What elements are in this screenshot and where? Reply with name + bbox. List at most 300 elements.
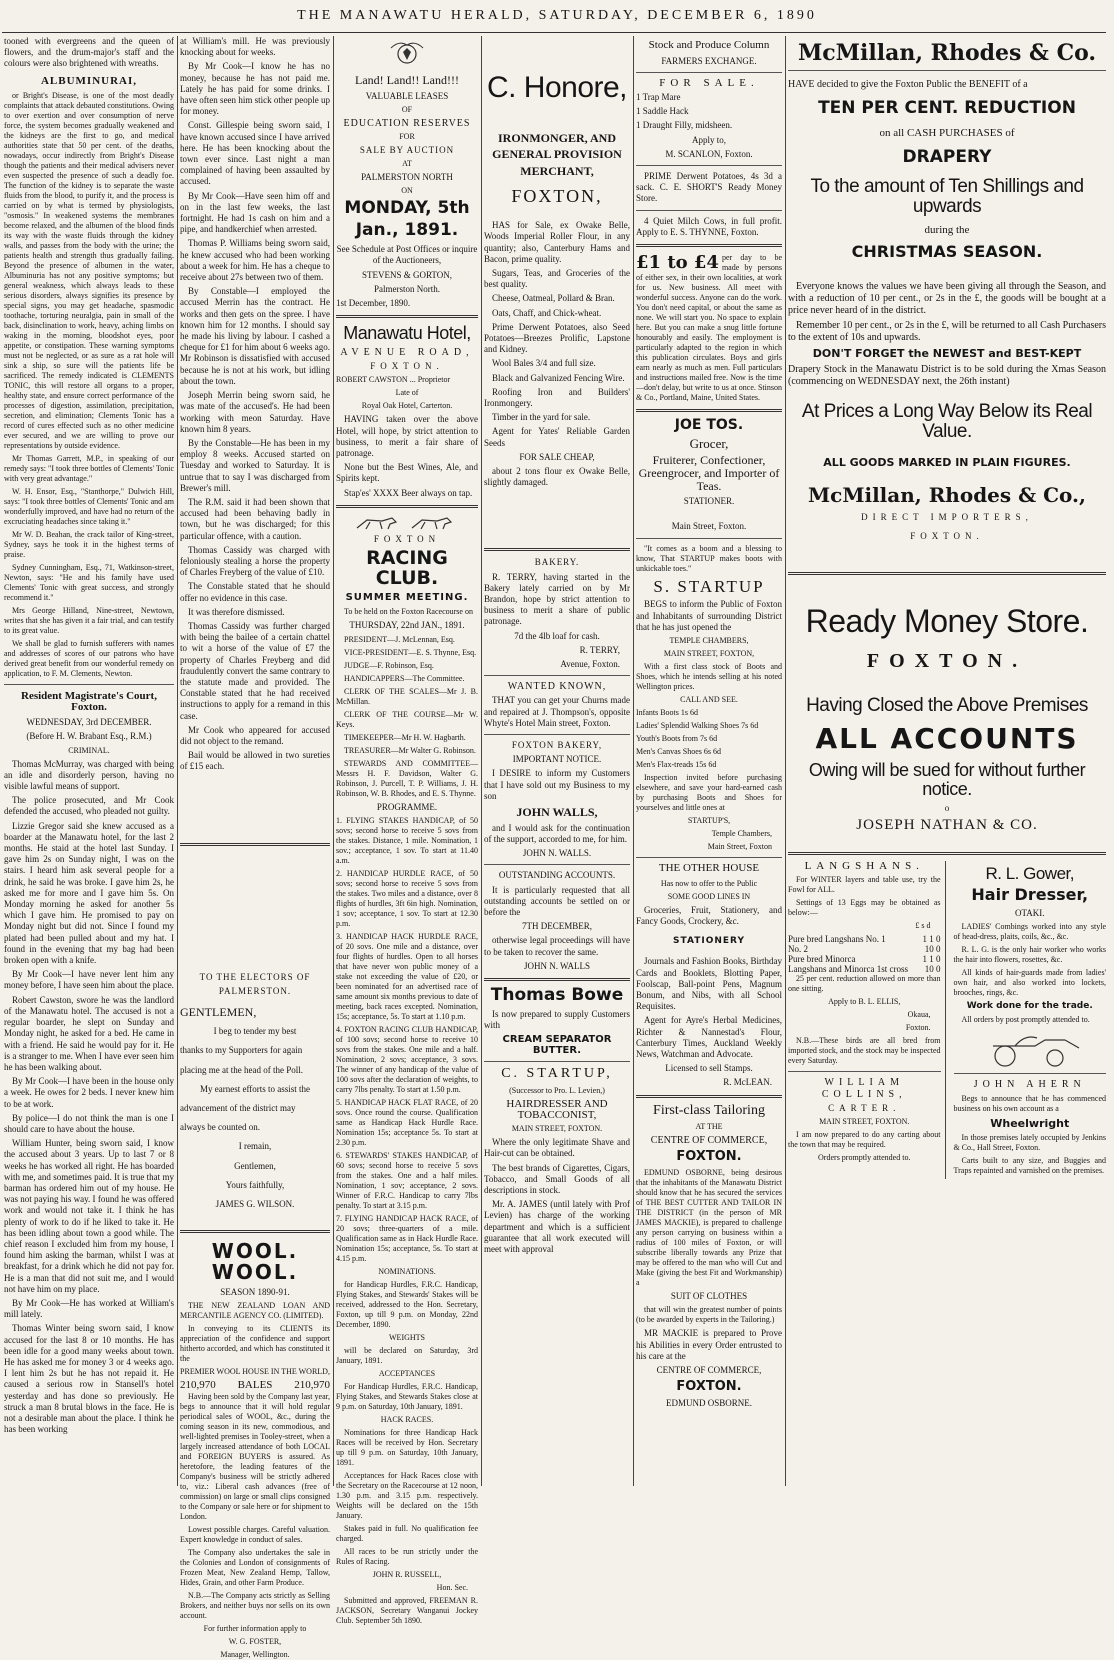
startup-trade: HAIRDRESSER AND TOBACCONIST, (506, 1097, 608, 1122)
s-startup-text: Temple Chambers, (711, 828, 772, 838)
court-text: William Hunter, being sworn said, I know the accused about 3 years. Up to last 7 or 8 weeks he has worked all right. He has boarded with me, and sometimes paid. It is true that my barman has ordered him out of my house. He was not paying his way. I found he was offered work and would not take it. I think he has plenty of work to do if he liked to take it. He has been idling about town a good while. The chief reason I excluded him from my house, I found him asking the barman, whilst I was at breakfast, for a drink which he did not pay for. He is a man that did not suit me, and I would not have him on my place. (4, 1138, 174, 1294)
court-text: Bail would be allowed in two sureties of £15 each. (180, 750, 330, 772)
race-meeting: SUMMER MEETING. (345, 591, 469, 603)
divider (636, 409, 782, 412)
outstanding-text: otherwise legal proceedings will have to be taken to recover the same. (484, 935, 630, 957)
tailoring-signature: EDMUND OSBORNE. (665, 1397, 752, 1408)
wanted-text: THAT you can get your Churns made and repaired at J. Thompson's, opposite Whyte's Hotel Main street, Foxton. (484, 695, 630, 728)
hotel-heading: Manawatu Hotel, (343, 323, 471, 344)
ahern-text: Carts built to any size, and Buggies and Traps repainted and varnished on the premises. (953, 1156, 1106, 1176)
divider (788, 852, 1106, 855)
testimonial: Mr Thomas Garrett, M.P., in speaking of our remedy says: "I took three bottles of Clements' Tonic with very great advantage." (4, 453, 174, 483)
price-item: Men's Flax-treads 15s 6d (636, 759, 717, 769)
ready-money-text: Owing will be sued for without further notice. (808, 760, 1086, 800)
mcmillan-text: during the (924, 224, 970, 237)
acceptances-heading: ACCEPTANCES (378, 1368, 436, 1378)
joe-tos-address: Main Street, Foxton. (671, 521, 747, 532)
hack-races-heading: HACK RACES. (380, 1414, 434, 1424)
wool-signature: Manager, Wellington. (220, 1649, 290, 1659)
court-text: By Mr Cook—I know he has no money, because he has not paid me. Lately he has paid for some drinks. I have often seen him stick other people up for money. (180, 61, 330, 117)
outstanding-signature: JOHN N. WALLS (523, 960, 591, 971)
langshans-price: 10 0 (924, 964, 941, 975)
court-heading: Resident Magistrate's Court, Foxton. (21, 689, 157, 714)
court-text: By Mr Cook—He has worked at William's mill lately. (4, 1297, 174, 1320)
langshans-price: 10 0 (924, 944, 941, 955)
bakery-heading: BAKERY. (534, 557, 580, 568)
ready-money-accounts: ALL ACCOUNTS (815, 721, 1079, 755)
court-text: By police—I do not think the man is one I should care to have about the house. (4, 1112, 174, 1134)
crest-icon (387, 38, 427, 70)
langshans-text: Okaua, (907, 1010, 931, 1020)
divider (336, 505, 478, 508)
divider (484, 734, 630, 735)
mcmillan-text: Remember 10 per cent., or 2s in the £, will be returned to all Cash Purchasers to the extent of 10s and upwards. (788, 320, 1106, 344)
election-text: always be counted on. (180, 1122, 260, 1133)
land-text: STEVENS & GORTON, (361, 269, 453, 280)
hotel-proprietor: ROBERT CAWSTON ... Proprietor (336, 375, 451, 385)
honore-line: MERCHANT, (520, 163, 594, 178)
land-text: EDUCATION RESERVES (343, 117, 471, 129)
bakery-signature: Avenue, Foxton. (560, 659, 620, 670)
boom-text: "It comes as a boom and a blessing to know, That STARTUP makes boots with unkickable toes." (636, 543, 782, 573)
mcmillan-prices: At Prices a Long Way Below its Real Value. (801, 400, 1093, 442)
court-text: Thomas Cassidy was charged with feloniously stealing a horse the property of Charles Freyberg of the value of £10. (180, 544, 330, 578)
joe-tos-heading: JOE TOS. (674, 416, 744, 433)
startup-text: MAIN STREET, FOXTON. (511, 1124, 603, 1134)
stationery-signature: R. McLEAN. (723, 1077, 772, 1088)
court-text: Thomas McMurray, was charged with being an idle and disorderly person, having no visible lawful means of support. (4, 758, 174, 792)
court-text: Thomas Winter being sworn said, I know accused for the last 8 or 10 months. He has been idle for a good many weeks about town. He has asked me for money 3 or 4 weeks ago. I lent him 2s but he has not repaid it. He caused a serious row in Stansell's hotel yesterday and has done so previously. He struck a man 8 brutal blows in the face. He is not a desirable man about the place. I think he has been working (4, 1323, 174, 1435)
race-official: TIMEKEEPER—Mr H. W. Hagbarth. (344, 732, 466, 742)
gower-town: OTAKI. (1014, 907, 1045, 918)
wool-signature: W. G. FOSTER, (228, 1636, 282, 1646)
programme-list (336, 816, 478, 1264)
collins-text: Orders promptly attended to. (818, 1152, 911, 1162)
bakery-signature: R. TERRY, (579, 644, 620, 655)
wool-premier: PREMIER WOOL HOUSE IN THE WORLD, (180, 1367, 330, 1377)
race-official: JUDGE—F. Robinson, Esq. (344, 660, 434, 670)
mcmillan-drapery: DRAPERY (902, 147, 992, 168)
land-text: AT (402, 159, 412, 169)
honore-text: Roofing Iron and Builders' Ironmongery. (484, 386, 630, 409)
gower-text: LADIES' Combings worked into any style of head-dress, plaits, coils, &c., &c. (953, 921, 1106, 941)
race-officials (336, 635, 478, 799)
outstanding-heading: OUTSTANDING ACCOUNTS. (498, 870, 616, 881)
foxton-bakery-notice: IMPORTANT NOTICE. (512, 754, 602, 765)
ready-money-text: Having Closed the Above Premises (806, 695, 1088, 717)
startup-text: Where the only legitimate Shave and Hair-cut can be obtained. (484, 1137, 630, 1159)
bowe-text: Is now prepared to supply Customers with (484, 1008, 630, 1030)
court-text: Thomas Cassidy was further charged with being the bailee of a certain chattel to wit a horse of the value of £7 the property of Charles Freyberg and did fraudulently convert the same contrary to the statute made and provided. The Constable stated that he had received instructions to apply for a remand in this case. (180, 620, 330, 721)
honore-text: Prime Derwent Potatoes, also Seed Potatoes—Breezes Prolific, Lapstone and Kidney. (484, 321, 630, 355)
joe-tos-trade: Fruiterer, Confectioner, Greengrocer, and Importer of Teas. (638, 453, 780, 493)
race-signature: Hon. Sec. (436, 1582, 468, 1592)
honore-text: Sugars, Teas, and Groceries of the best quality. (484, 267, 630, 290)
hotel-text: Late of (395, 388, 419, 398)
foxton-bakery-son: JOHN WALLS, (516, 805, 598, 820)
stationery-heading: STATIONERY (673, 935, 745, 946)
testimonial: Mrs George Hilland, Nine-street, Newtown, writes that she has given it a fair trial, and can testify to its great value. (4, 605, 174, 635)
foxton-bakery-text: and I would ask for the continuation of the support, accorded to me, for him. (484, 822, 630, 844)
programme-item: 4. FOXTON RACING CLUB HANDICAP, of 100 sovs; second horse to receive 10 sovs from the stakes. One mile and a half. Nomination, 2 sovs; acceptance, 3 sovs. The winner of any handicap of the value of 100 sovs after the declaration of weights, to carry 7lbs penalty. To start at 1.50 p.m. (336, 1024, 478, 1094)
earnings-heading: £1 to £4 (636, 251, 719, 273)
gower-text: R. L. G. is the only hair worker who works the hair into flowers, rosettes, &c. (953, 944, 1106, 964)
programme-item: 2. HANDICAP HURDLE RACE, of 50 sovs; second horse to receive 5 sovs from the stakes. Two miles and a distance, over 8 flights of hurdles, 3ft 6in high. Nomination, 1 sov; acceptance, 1 sov. To start at 12.30 p.m. (336, 868, 478, 928)
divider (636, 244, 782, 247)
hotel-text: Royal Oak Hotel, Carterton. (361, 401, 453, 411)
outstanding-date: 7TH DECEMBER, (521, 921, 592, 932)
race-official: CLERK OF THE COURSE—Mr W. Keys. (336, 709, 478, 729)
race-text: Nominations for three Handicap Hack Races will be received by Hon. Secretary up till 9 p.m. on Saturday, 10th January, 1891. (336, 1427, 478, 1467)
other-house-heading: THE OTHER HOUSE (658, 861, 760, 874)
mcmillan-text: Everyone knows the values we have been giving all through the Season, and with a reduction of 10 per cent., or 2s in the £, the goods will be bought at a price never heard of in the district. (788, 281, 1106, 317)
gower-text: All orders by post promptly attended to. (961, 1015, 1090, 1025)
for-sale-text: Apply to, (691, 134, 726, 145)
election-text: advancement of the district may (180, 1103, 296, 1114)
weights-heading: WEIGHTS (389, 1332, 425, 1342)
wanted-heading: WANTED KNOWN, (507, 681, 607, 693)
langshans-row (788, 934, 941, 944)
ready-money-ornament: o (944, 803, 950, 814)
albuminuria-ad (4, 91, 174, 679)
land-text: 1st December, 1890. (336, 297, 411, 308)
election-place: PALMERSTON. (218, 985, 292, 996)
honore-text: Black and Galvanized Fencing Wire. (492, 372, 625, 383)
honore-text: Oats, Chaff, and Chick-wheat. (492, 307, 602, 318)
court-text: The Constable stated that he should offer no evidence in this case. (180, 581, 330, 603)
race-text: For Handicap Hurdles, F.R.C. Handicap, Flying Stakes, and Stewards Stakes close at 9 p.m. on Saturday, 10th January, 1891. (336, 1381, 478, 1411)
tailoring-text: CENTRE OF COMMERCE, (650, 1135, 768, 1147)
price-item: Men's Canvas Shoes 6s 6d (636, 746, 721, 756)
article-continuation: tooned with evergreens and the queen of flowers, and the drum-major's staff and the colours were also brightened with wreaths. (4, 36, 174, 69)
election-text: Gentlemen, (234, 1160, 276, 1171)
price-item: Youth's Boots from 7s 6d (636, 733, 718, 743)
race-text: for Handicap Hurdles, F.R.C. Handicap, Flying Stakes, and Stewards' Stakes will be received, addressed to the Hon. Secretary, Foxton, up till 9 p.m. on Monday, 22nd December, 1890. (336, 1279, 478, 1329)
divider (484, 864, 630, 865)
gower-heading: R. L. Gower, (985, 864, 1074, 884)
blank-space (180, 852, 330, 972)
court-text: Thomas P. Williams being sworn said, he knew accused who had been working about a week for him. He has a cheque to receive about 27s between two of them. (180, 238, 330, 283)
s-startup-details (636, 662, 782, 852)
land-heading: Land! Land!! Land!!! (355, 73, 459, 87)
langshans-ad (788, 861, 946, 1179)
race-text: Acceptances for Hack Races close with the Secretary on the Racecourse at 12 noon, 1.30 p.m. and 3.15 p.m. respectively. Weights will be declared on the 15th January. (336, 1470, 478, 1520)
honore-line: GENERAL PROVISION (492, 147, 622, 162)
wool-bales-line (180, 1380, 330, 1391)
mcmillan-importers: DIRECT IMPORTERS, (861, 512, 1033, 523)
court-text: Mr Cook who appeared for accused did not object to the remand. (180, 724, 330, 746)
race-text: All races to be run strictly under the Rules of Racing. (336, 1546, 478, 1566)
foxton-bakery-text: I DESIRE to inform my Customers that I have sold out my Business to my son (484, 768, 630, 801)
mcmillan-text: Drapery Stock in the Manawatu District is to be sold during the Xmas Season (commencing on WEDNESDAY next, the 26th instant) (788, 363, 1106, 387)
mcmillan-heading: McMillan, Rhodes & Co. (797, 40, 1097, 66)
honore-text: HAS for Sale, ex Owake Belle, Woods Imperial Roller Flour, in any quantity; also, Canterbury Hams and Bacon, prime quality. (484, 220, 630, 264)
court-date: WEDNESDAY, 3rd DECEMBER. (26, 717, 152, 728)
race-signature: JOHN R. RUSSELL, (372, 1569, 442, 1579)
langshans-text: Foxton. (905, 1023, 931, 1033)
stock-subheading: FARMERS EXCHANGE. (661, 55, 757, 66)
election-text: placing me at the head of the Poll. (180, 1064, 303, 1075)
mcmillan-text: on all CASH PURCHASES of (879, 127, 1015, 140)
nominations-heading: NOMINATIONS. (378, 1266, 436, 1276)
land-text: VALUABLE LEASES (365, 90, 449, 101)
gower-ad (954, 861, 1107, 1179)
bowe-butter: CREAM SEPARATOR BUTTER. (502, 1034, 612, 1056)
programme-item: 5. HANDICAP HACK FLAT RACE, of 20 sovs. Once round the course. Qualification same as Handicap Hack Hurdle Race. Nomination 15s; acceptance 5s. To start at 2.30 p.m. (336, 1097, 478, 1147)
langshans-item: Langshans and Minorca 1st cross (788, 964, 908, 975)
s-startup-text: With a first class stock of Boots and Shoes, which he intends selling at his noted Wellington prices. (636, 661, 782, 691)
honore-text: Agent for Yates' Reliable Garden Seeds (484, 426, 630, 448)
court-text: By Mr Cook—I have never lent him any money before, I have seen him about the place. (4, 969, 174, 991)
s-startup-text: Main Street, Foxton (707, 841, 772, 851)
ahern-text: Begs to announce that he has commenced business on his own account as a (953, 1093, 1106, 1113)
ready-money-signature: JOSEPH NATHAN & CO. (856, 817, 1038, 834)
divider (636, 210, 782, 211)
wool-text: Lowest possible charges. Careful valuation. Expert knowledge in conduct of sales. (180, 1524, 330, 1544)
s-startup-text: TEMPLE CHAMBERS, (669, 635, 749, 645)
langshans-text: N.B.—These birds are all bred from imported stock, and the stock may be inspected every Saturday. (788, 1036, 941, 1066)
wool-text: The Company also undertakes the sale in the Colonies and London of consignments of Frozen Meat, New Zealand Hemp, Tallow, Hides, Grain, and other Farm Produce. (180, 1547, 330, 1587)
court-text: Lizzie Gregor said she knew accused as a boarder at the Manawatu hotel, for the last 2 months. He staid at the hotel last Sunday. I gave him 2s on Sunday night, I was on the stairs. I heard him ask several people for a drink, he said he was broke. I gave him 2s, he asked me for more and I gave him 5s. On Monday morning he asked for another 5s which I gave him. He promised to pay on Monday night but did not. Since I found my plated had been pulled about and my hat. I found in the evening that my bag had been broken open with a knife. (4, 820, 174, 966)
divider (180, 843, 330, 846)
divider (484, 675, 630, 676)
race-club-heading: RACING CLUB. (366, 547, 448, 589)
court-text: Robert Cawston, swore he was the landlord of the Manawatu hotel. The accused is not a regular boarder, he slept on Sunday and Monday night, he asked for a bed. He came in with a friend. He said he would pay for it. He is a stranger to me. When I have ever seen him he has been walking about. (4, 994, 174, 1072)
column-rule (633, 36, 634, 1486)
for-sale-heading: FOR SALE. (659, 76, 759, 89)
race-official: STEWARDS AND COMMITTEE—Messrs H. F. Davidson, Walter G. Robinson, J. Purcell, T. P. Williams, J. H. Robinson, W. B. Rhodes, and E. S. Thynne. (336, 758, 478, 798)
court-text: By Constable—I employed the accused Merrin has the contract. He works and then gets on the spree. I have known him for 12 months. I should say he made his living by labour. I cashed a cheque for £1 for him about 6 weeks ago. Mr Robinson is dissatisfied with accused because he is not at his work, but idling about the town. (180, 286, 330, 386)
divider (636, 857, 782, 858)
column-5 (636, 36, 782, 1486)
s-startup-text: BEGS to inform the Public of Foxton and Inhabitants of surrounding District that he has just opened the (636, 599, 782, 632)
s-startup-text: MAIN STREET, FOXTON, (663, 648, 755, 658)
hotel-road: AVENUE ROAD, (340, 347, 474, 358)
s-startup-heading: S. STARTUP (653, 576, 765, 596)
race-official: HANDICAPPERS—The Committee. (344, 673, 465, 683)
wool-text: In conveying to its CLIENTS its appreciation of the confidence and support hitherto accorded, and which has constituted it the (180, 1324, 330, 1364)
land-text: Palmerston North. (374, 283, 440, 294)
cows-text: 4 Quiet Milch Cows, in full profit. Apply to E. S. THYNNE, Foxton. (636, 215, 782, 237)
programme-item: 6. STEWARDS' STAKES HANDICAP, of 60 sovs; second horse to receive 5 sovs from the stakes. One and a half miles. Nomination, 1 sov; acceptance, 2 sovs. Winner of F.R.C. Handicap to carry 7lbs penalty. To start at 3.15 p.m. (336, 1150, 478, 1210)
langshans-row (788, 944, 941, 954)
honore-text: Timber in the yard for sale. (492, 412, 591, 423)
collins-trade: CARTER. (828, 1102, 901, 1113)
other-house-text: Has now to offer to the Public (660, 878, 758, 888)
tailoring-text: AT THE (695, 1122, 723, 1132)
s-startup-text: Inspection invited before purchasing elsewhere, and save your hard-earned cash by purchasing Boots and Shoes for yourselves and little ones at (636, 772, 782, 812)
tailoring-town: FOXTON. (676, 1149, 742, 1165)
land-text: SALE BY AUCTION (359, 145, 455, 155)
s-startup-text: CALL AND SEE. (680, 694, 738, 704)
column-4 (484, 36, 630, 1486)
land-date: MONDAY, 5th (344, 198, 470, 219)
race-text: To be held on the Foxton Racecourse on (344, 607, 473, 617)
earnings-text: per day to be made by persons of either sex, in their own localities, at work for us. New business. All meet with wonderful success. Anyone can do the work. You don't need capital, or about the same as none. We will start you. No space to explain here. But you can make a snug little fortune honourably and easily. The employment is particularly adapted to the region in which this publication circulates. Boys and girls earn nearly as much as men. Full particulars and instructions mailed free. Now is the time—don't delay, but write to us at once. Stinson & Co., Portland, Maine, United States. (636, 252, 782, 402)
column-rule (333, 36, 334, 1486)
stationery-text: Agent for Ayre's Herbal Medicines, Richter & Nannestad's Flour, Canterbury Times, Auckland Weekly News, Watchman and Advocate. (636, 1015, 782, 1059)
for-sale-item: 1 Saddle Hack (636, 106, 689, 117)
testimonial: Mr W. D. Beahan, the crack tailor of King-street, Sydney, says he took it in the highest terms of praise. (4, 529, 174, 559)
honore-text: Cheese, Oatmeal, Pollard & Bran. (492, 293, 615, 304)
programme-item: 7. FLYING HANDICAP HACK RACE, of 20 sovs; three-quarters of a mile. Qualification same as in Hack Hurdle Race. Nomination 15s; acceptance, 5s. To start at 4.15 p.m. (336, 1213, 478, 1263)
divider (636, 72, 782, 73)
honore-heading: C. Honore, (486, 71, 628, 104)
startup-text: Mr. A. JAMES (until lately with Prof Levien) has charge of the working department and which is a sufficient guarantee that all work executed will meet with approval (484, 1199, 630, 1255)
testimonial: Sydney Cunningham, Esq., 71, Watkinson-street, Newton, says: "He and his family have used Clements' Tonic with great success, and strongly recommend it." (4, 562, 174, 602)
langshans-row (788, 964, 941, 974)
tailoring-text: that will win the greatest number of points (to be awarded by experts in the Tailoring.) (636, 1305, 782, 1325)
race-date: THURSDAY, 22nd JAN., 1891. (349, 620, 465, 631)
startup-heading: C. STARTUP, (501, 1066, 613, 1082)
testimonial: We shall be glad to furnish sufferers with names and addresses of scores of our patrons who have derived great benefit from our wonderful remedy on application, to F. M. Clements, Newton. (4, 638, 174, 678)
election-text: I remain, (238, 1141, 272, 1152)
other-house-text: SOME GOOD LINES IN (667, 891, 751, 901)
mcmillan-signature: McMillan, Rhodes & Co., (808, 483, 1086, 508)
honore-line: IRONMONGER, AND (497, 130, 616, 145)
tailoring-text: SUIT OF CLOTHES (670, 1291, 748, 1302)
tailoring-text: EDMUND OSBORNE, being desirous that the inhabitants of the Manawatu District should know that he has secured the services of THE BEST CUTTER AND TAILOR IN THE DISTRICT (in the person of MR JAMES MACKIE), is prepared to challenge any person carrying on business within a radius of 100 miles of Foxton, or will subscribe liberally towards any Prize that may be offered to the man who will Cut and Make (giving the best Fit and Workmanship) a (636, 1168, 782, 1288)
court-before: (Before H. W. Brabant Esq., R.M.) (26, 731, 152, 742)
collins-heading: WILLIAM COLLINS, (821, 1077, 907, 1100)
buggy-icon (975, 1028, 1085, 1068)
langshans-item: Pure bred Minorca (788, 954, 856, 965)
langshans-item: No. 2 (788, 944, 808, 955)
wool-season: SEASON 1890-91. (220, 1287, 290, 1298)
wool-heading: WOOL. WOOL. (211, 1239, 299, 1285)
race-text: will be declared on Saturday, 3rd January, 1891. (336, 1345, 478, 1365)
court-text: By Mr Cook—I have been in the house only a week. He owes for 2 beds. I never knew him to be at work. (4, 1076, 174, 1109)
langshans-item: Pure bred Langshans No. 1 (788, 934, 886, 945)
langshans-text: 25 per cent. reduction allowed on more than one sitting. (788, 974, 941, 994)
ahern-heading: JOHN AHERN (973, 1079, 1086, 1091)
divider (788, 1071, 941, 1072)
gower-trade: Hair Dresser, (971, 884, 1089, 904)
price-item: Infants Boots 1s 6d (636, 707, 698, 717)
bales-label: BALES (237, 1379, 273, 1392)
tailoring-heading: First-class Tailoring (653, 1102, 765, 1118)
bakery-text: 7d the 4lb loaf for cash. (514, 630, 600, 641)
langshans-text: Apply to B. L. ELLIS, (828, 997, 901, 1007)
divider (484, 548, 630, 551)
court-text: The R.M. said it had been shown that accused had been behaving badly in town, but he was discharged; for this particular offence, with a caution. (180, 496, 330, 541)
langshans-price-header: £ s d (915, 921, 931, 931)
page-masthead: THE MANAWATU HERALD, SATURDAY, DECEMBER 6, 1890 (297, 8, 817, 23)
column-3 (336, 36, 478, 1625)
election-text: Yours faithfully, (225, 1179, 285, 1190)
bales-count: 210,970 (294, 1379, 330, 1392)
ahern-trade: Wheelwright (990, 1116, 1070, 1130)
land-text: See Schedule at Post Offices or inquire of the Auctioneers, (336, 244, 478, 266)
election-text: I beg to tender my best (213, 1026, 297, 1037)
tailoring-text: MR MACKIE is prepared to Prove his Abilities in every Order entrusted to his care at the (636, 1328, 782, 1361)
joe-tos-stationer: STATIONER. (683, 496, 735, 507)
albuminuria-text: or Bright's Disease, is one of the most deadly complaints that attack debauted constitutions. Owing to over exertion and over consumption of nerve force, the system becomes gradually weakened and the kidneys are the first to go, and medical authorities state that 50 per cent. of the deaths, nowadays, occur indirectly from Bright's Disease though the patients and their medical advisers never even suspected the presence of such a deadly foe. The function of the kidney is to separate the waste fluids from the blood, to purify it, and the process is carried on by what is termed by physiologists, "osmosis." In weakened systems the membranes become relaxed, and the albumen of the blood finds its way with the waste fluids through the kidney walls, and passes from the body with the urine; the patients health and strength thus gradually failing. Beyond the presence of albumen in the water, Albuminuria has not any positive symptoms; but general weakness, which always leads to these serious disorders, always signifies its presence by special signs, you may get headache, spasmodic toothache, torturing neuralgia, pain in small of the back, disinclination to work, heavy, aching limbs on waking in the morning, bloodshot eyes, poor appetite, or constipation. These warning symptoms must not be neglected, or as sure as a rat hole will sink a ship, so sure will the patients life be sacrificed. The remedy indicated is CLEMENTS TONIC, this will restore all organs to a proper, healthy state, and ensure correct performance of the processes of digestion, assimilation, precipitation, secretion, and elimination; Clements Tonic has a record of cures effected such as no other medicine ever secured, and we are willing to prove our representations by outside evidence. (4, 90, 174, 450)
column-6 (788, 36, 1106, 1486)
honore-text: about 2 tons flour ex Owake Belle, slightly damaged. (484, 466, 630, 488)
election-heading: TO THE ELECTORS OF (199, 971, 311, 982)
divider (788, 70, 1106, 71)
programme-item: 3. HANDICAP HACK HURDLE RACE, of 20 sovs. One mile and a distance, over four flights of hurdles. Open to all horses that have never won public money of a stake not exceeding the value of £20, or been nominated for an advertised race of same amount six months previous to date of meeting, back races excepted. Nomination, 15s; acceptance, 5s. To start at 1.10 p.m. (336, 931, 478, 1021)
langshans-heading: LANGSHANS. (804, 860, 924, 873)
racehorse-icon (352, 514, 462, 532)
land-text: ON (401, 186, 413, 196)
race-club-town: FOXTON (373, 533, 441, 544)
race-official: CLERK OF THE SCALES—Mr J. B. McMillan. (336, 686, 478, 706)
langshans-text: Settings of 13 Eggs may be obtained as below:— (788, 898, 941, 918)
gower-trade-note: Work done for the trade. (966, 1000, 1093, 1011)
mcmillan-town: FOXTON. (910, 531, 984, 542)
divider (484, 978, 630, 981)
court-text: By Mr Cook—Have seen him off and on in the last few weeks, the last fortnight. He had 1s cash on him and a pipe, and handkerchief when arrested. (180, 190, 330, 235)
election-salutation: GENTLEMEN, (180, 1005, 257, 1019)
mcmillan-reminder: DON'T FORGET the NEWEST and BEST-KEPT (812, 347, 1082, 361)
masthead-rule (2, 32, 1106, 33)
programme-item: 1. FLYING STAKES HANDICAP, of 50 sovs; second horse to receive 5 sovs from the stakes. Distance, 1 mile. Nomination, 1 sov.; acceptance, 1 sov. To start at 11.40 a.m. (336, 815, 478, 865)
court-text: By the Constable—He has been in my employ 8 weeks. Accused started on Tuesday and worked to Saturday. It is untrue that to say I was discharged from Brewer's mill. (180, 437, 330, 493)
column-rule (481, 36, 482, 1486)
court-text: The police prosecuted, and Mr Cook defended the accused, who pleaded not guilty. (4, 795, 174, 817)
divider (788, 572, 1106, 575)
land-date: Jan., 1891. (355, 220, 459, 241)
court-text: Const. Gillespie being sworn said, I have known accused since I have arrived here. He has been knocking about the town ever since. Last night a man complained of having been assaulted by accused. (180, 120, 330, 187)
bales-count: 210,970 (180, 1379, 216, 1392)
divider (954, 1073, 1107, 1074)
honore-text: Wool Bales 3/4 and full size. (492, 358, 596, 369)
election-text: thanks to my Supporters for again (180, 1045, 303, 1056)
langshans-text: For WINTER layers and table use, try the Fowl for ALL. (788, 875, 941, 895)
stationery-text: Licensed to sell Stamps. (665, 1063, 753, 1074)
price-item: Ladies' Splendid Walking Shoes 7s 6d (636, 720, 759, 730)
race-official: VICE-PRESIDENT—E. S. Thynne, Esq. (344, 647, 477, 657)
programme-heading: PROGRAMME. (376, 801, 438, 812)
for-sale-item: 1 Draught Filly, midsheen. (636, 120, 733, 131)
wool-text: For further information apply to (203, 1623, 307, 1633)
hotel-text: HAVING taken over the above Hotel, will hope, by strict attention to business, to merit a fair share of patronage. (336, 414, 478, 459)
hotel-text: None but the Best Wines, Ale, and Spirits kept. (336, 462, 478, 484)
stock-heading: Stock and Produce Column (648, 39, 770, 51)
tailoring-text: CENTRE OF COMMERCE, (656, 1364, 762, 1375)
divider (636, 1095, 782, 1098)
mcmillan-text: HAVE decided to give the Foxton Public the BENEFIT of a (788, 79, 1028, 91)
mcmillan-amount: To the amount of Ten Shillings and upwards (810, 176, 1084, 218)
race-text: Stakes paid in full. No qualification fee charged. (336, 1523, 478, 1543)
other-house-text: Groceries, Fruit, Stationery, and Fancy Goods, Crockery, &c. (636, 904, 782, 926)
joe-tos-trade: Grocer, (689, 435, 729, 451)
mcmillan-reduction: TEN PER CENT. REDUCTION (818, 98, 1076, 119)
albuminuria-heading: ALBUMINURAI, (40, 74, 138, 87)
collins-address: MAIN STREET, FOXTON. (819, 1116, 910, 1126)
wool-text: N.B.—The Company acts strictly as Selling Brokers, and neither buys nor sells on its own account. (180, 1590, 330, 1620)
court-text: It was therefore dismissed. (188, 606, 285, 617)
langshans-price: 1 1 0 (922, 954, 941, 965)
gower-text: All kinds of hair-guards made from ladies' own hair, and also worked into lockets, brooches, rings, &c. (953, 967, 1106, 997)
wool-text: Having been sold by the Company last year, begs to announce that it will hold regular periodical sales of WOOL, &c., during the coming season in its new, commodious, and well-lighted premises in Tooley-street, when a largely increased attendance of both LOCAL and FOREIGN BUYERS is assured. As heretofore, the leading features of the Company's business will be strictly adhered to, viz.: Liberal cash advances (free of commission) on large or small clips consigned to the Company or sale here or for shipment to London. (180, 1391, 330, 1521)
honore-town: FOXTON, (511, 186, 603, 207)
ahern-text: In those premises lately occupied by Jenkins & Co., Hall Street, Foxton. (953, 1133, 1106, 1153)
foxton-bakery-heading: FOXTON BAKERY, (511, 740, 603, 751)
hotel-text: Stap'es' XXXX Beer always on tap. (344, 487, 473, 498)
ready-money-town: FOXTON. (866, 650, 1028, 673)
divider (336, 315, 478, 318)
column-1 (4, 36, 174, 1486)
ready-money-heading: Ready Money Store. (805, 603, 1089, 640)
divider (484, 1061, 630, 1062)
honore-text: FOR SALE CHEAP, (519, 451, 595, 462)
column-rule (177, 36, 178, 1486)
court-text: at William's mill. He was previously knocking about for weeks. (180, 36, 330, 58)
tailoring-town: FOXTON. (676, 1379, 742, 1395)
